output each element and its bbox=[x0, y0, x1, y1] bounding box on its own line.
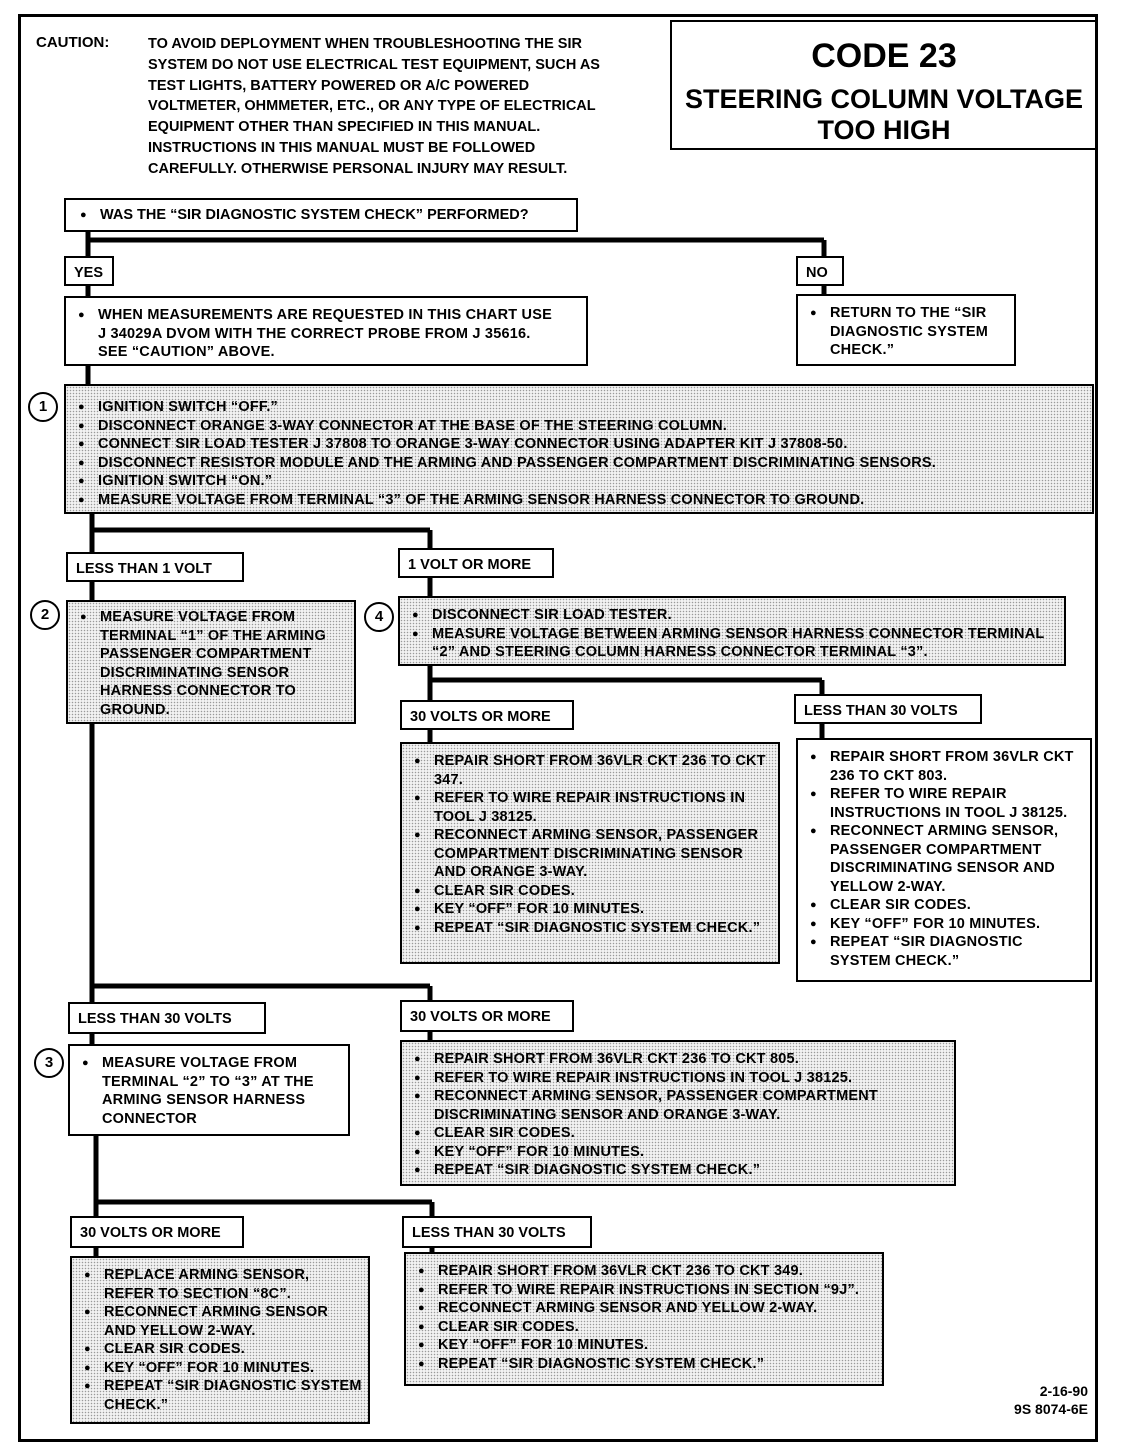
result-item: ● REPAIR SHORT FROM 36VLR CKT 236 TO CKT 805. bbox=[408, 1050, 948, 1069]
result-item: ● KEY “OFF” FOR 10 MINUTES. bbox=[408, 900, 772, 919]
result-item: ● REPEAT “SIR DIAGNOSTIC SYSTEM CHECK.” bbox=[408, 1161, 948, 1180]
step-4-box bbox=[398, 596, 1066, 666]
caution-line: SYSTEM DO NOT USE ELECTRICAL TEST EQUIPMENT, SUCH AS bbox=[148, 56, 600, 73]
step-3-item: ● MEASURE VOLTAGE FROM TERMINAL “2” TO “3” AT THE ARMING SENSOR HARNESS CONNECTOR bbox=[76, 1054, 342, 1128]
result-item: ● REPAIR SHORT FROM 36VLR CKT 236 TO CKT 349. bbox=[412, 1262, 876, 1281]
step-4-item: ● MEASURE VOLTAGE BETWEEN ARMING SENSOR HARNESS CONNECTOR TERMINAL “2” AND STEERING COLUMN HARNESS CONNECTOR TERMINAL “3”. bbox=[406, 625, 1058, 662]
branch-s2-less-than-30-volts: LESS THAN 30 VOLTS bbox=[68, 1002, 266, 1034]
branch-less-than-1-volt: LESS THAN 1 VOLT bbox=[66, 552, 244, 582]
result-item: ● RECONNECT ARMING SENSOR, PASSENGER COMPARTMENT DISCRIMINATING SENSOR AND ORANGE 3-WAY. bbox=[408, 826, 772, 882]
branch-s4-30-volts-or-more: 30 VOLTS OR MORE bbox=[400, 700, 574, 730]
start-question-box bbox=[64, 198, 578, 232]
caution-line: INSTRUCTIONS IN THIS MANUAL MUST BE FOLLOWED bbox=[148, 139, 536, 156]
step-1-item: ● IGNITION SWITCH “ON.” bbox=[72, 472, 1086, 491]
branch-s3-30-volts-or-more: 30 VOLTS OR MORE bbox=[70, 1216, 244, 1248]
step-2-box bbox=[66, 600, 356, 724]
yes-line: J 34029A DVOM WITH THE CORRECT PROBE FROM J 35616. bbox=[98, 325, 531, 342]
branch-s2-30-volts-or-more: 30 VOLTS OR MORE bbox=[400, 1000, 574, 1032]
no-line: DIAGNOSTIC SYSTEM bbox=[830, 323, 989, 340]
branch-yes: YES bbox=[64, 256, 114, 286]
caution-text bbox=[148, 34, 648, 180]
result-s2-high-box bbox=[400, 1040, 956, 1186]
footer-date: 2-16-90 bbox=[1039, 1383, 1088, 1399]
step-1-item: ● MEASURE VOLTAGE FROM TERMINAL “3” OF THE ARMING SENSOR HARNESS CONNECTOR TO GROUND. bbox=[72, 491, 1086, 510]
no-line: CHECK.” bbox=[830, 342, 895, 358]
result-s3-low-box bbox=[404, 1252, 884, 1386]
result-s4-high-box bbox=[400, 742, 780, 964]
step-1-item: ● IGNITION SWITCH “OFF.” bbox=[72, 398, 1086, 417]
result-s4-low-box bbox=[796, 738, 1092, 982]
result-item: ● CLEAR SIR CODES. bbox=[408, 1124, 948, 1143]
code-number: CODE 23 bbox=[811, 37, 957, 75]
result-item: ● REFER TO WIRE REPAIR INSTRUCTIONS IN SECTION “9J”. bbox=[412, 1281, 876, 1300]
step-2-item: ● MEASURE VOLTAGE FROM TERMINAL “1” OF THE ARMING PASSENGER COMPARTMENT DISCRIMINATING SENSOR HARNESS CONNECTOR TO GROUND. bbox=[74, 608, 348, 719]
title-line-2: TOO HIGH bbox=[817, 115, 951, 145]
step-number-4: 4 bbox=[364, 602, 394, 632]
step-3-box bbox=[68, 1044, 350, 1136]
result-item: ● REFER TO WIRE REPAIR INSTRUCTIONS IN TOOL J 38125. bbox=[408, 789, 772, 826]
step-number-2: 2 bbox=[30, 600, 60, 630]
caution-line: EQUIPMENT OTHER THAN SPECIFIED IN THIS MANUAL. bbox=[148, 119, 541, 136]
result-item: ● REPAIR SHORT FROM 36VLR CKT 236 TO CKT 803. bbox=[804, 748, 1084, 785]
result-item: ● RECONNECT ARMING SENSOR AND YELLOW 2-WAY. bbox=[412, 1299, 876, 1318]
step-1-box bbox=[64, 384, 1094, 514]
step-4-item: ● DISCONNECT SIR LOAD TESTER. bbox=[406, 606, 1058, 625]
caution-line: TEST LIGHTS, BATTERY POWERED OR A/C POWERED bbox=[148, 77, 530, 94]
result-item: ● REPEAT “SIR DIAGNOSTIC SYSTEM CHECK.” bbox=[408, 919, 772, 938]
result-item: ● RECONNECT ARMING SENSOR, PASSENGER COMPARTMENT DISCRIMINATING SENSOR AND ORANGE 3-WAY. bbox=[408, 1087, 948, 1124]
step-1-item: ● DISCONNECT RESISTOR MODULE AND THE ARMING AND PASSENGER COMPARTMENT DISCRIMINATING SENSORS. bbox=[72, 454, 1086, 473]
result-item: ● REFER TO WIRE REPAIR INSTRUCTIONS IN TOOL J 38125. bbox=[408, 1069, 948, 1088]
start-question: ● WAS THE “SIR DIAGNOSTIC SYSTEM CHECK” PERFORMED? bbox=[74, 206, 568, 224]
result-item: ● CLEAR SIR CODES. bbox=[804, 896, 1084, 915]
caution-line: CAREFULLY. OTHERWISE PERSONAL INJURY MAY RESULT. bbox=[148, 160, 568, 177]
step-1-item: ● DISCONNECT ORANGE 3-WAY CONNECTOR AT THE BASE OF THE STEERING COLUMN. bbox=[72, 417, 1086, 436]
result-item: ● REPEAT “SIR DIAGNOSTIC SYSTEM CHECK.” bbox=[804, 933, 1084, 970]
caution-line: VOLTMETER, OHMMETER, ETC., OR ANY TYPE OF ELECTRICAL bbox=[148, 98, 596, 115]
footer-reference bbox=[1014, 1382, 1088, 1418]
title-box bbox=[670, 20, 1098, 150]
caution-label: CAUTION: bbox=[36, 34, 110, 51]
yes-line: ● WHEN MEASUREMENTS ARE REQUESTED IN THIS CHART USE bbox=[98, 307, 552, 323]
yes-instructions-box bbox=[64, 296, 588, 366]
result-item: ● KEY “OFF” FOR 10 MINUTES. bbox=[78, 1359, 362, 1378]
branch-no: NO bbox=[796, 256, 844, 286]
result-item: ● REPEAT “SIR DIAGNOSTIC SYSTEM CHECK.” bbox=[78, 1377, 362, 1414]
step-number-3: 3 bbox=[34, 1048, 64, 1078]
result-item: ● KEY “OFF” FOR 10 MINUTES. bbox=[412, 1336, 876, 1355]
result-s3-high-box bbox=[70, 1256, 370, 1424]
step-number-1: 1 bbox=[28, 392, 58, 422]
branch-s4-less-than-30-volts: LESS THAN 30 VOLTS bbox=[794, 694, 982, 724]
title-line-1: STEERING COLUMN VOLTAGE bbox=[685, 84, 1083, 114]
footer-ref: 9S 8074-6E bbox=[1014, 1401, 1088, 1417]
result-item: ● REPAIR SHORT FROM 36VLR CKT 236 TO CKT 347. bbox=[408, 752, 772, 789]
yes-line: SEE “CAUTION” ABOVE. bbox=[98, 344, 275, 360]
result-item: ● REPLACE ARMING SENSOR, REFER TO SECTION “8C”. bbox=[78, 1266, 362, 1303]
caution-line: TO AVOID DEPLOYMENT WHEN TROUBLESHOOTING THE SIR bbox=[148, 36, 582, 52]
result-item: ● KEY “OFF” FOR 10 MINUTES. bbox=[408, 1143, 948, 1162]
result-item: ● RECONNECT ARMING SENSOR AND YELLOW 2-WAY. bbox=[78, 1303, 362, 1340]
result-item: ● CLEAR SIR CODES. bbox=[78, 1340, 362, 1359]
branch-1-volt-or-more: 1 VOLT OR MORE bbox=[398, 548, 554, 578]
step-1-item: ● CONNECT SIR LOAD TESTER J 37808 TO ORANGE 3-WAY CONNECTOR USING ADAPTER KIT J 37808-50. bbox=[72, 435, 1086, 454]
branch-s3-less-than-30-volts: LESS THAN 30 VOLTS bbox=[402, 1216, 592, 1248]
result-item: ● CLEAR SIR CODES. bbox=[412, 1318, 876, 1337]
result-item: ● KEY “OFF” FOR 10 MINUTES. bbox=[804, 915, 1084, 934]
result-item: ● RECONNECT ARMING SENSOR, PASSENGER COMPARTMENT DISCRIMINATING SENSOR AND YELLOW 2-WAY. bbox=[804, 822, 1084, 896]
result-item: ● CLEAR SIR CODES. bbox=[408, 882, 772, 901]
no-line: ● RETURN TO THE “SIR bbox=[830, 305, 987, 321]
result-item: ● REPEAT “SIR DIAGNOSTIC SYSTEM CHECK.” bbox=[412, 1355, 876, 1374]
result-item: ● REFER TO WIRE REPAIR INSTRUCTIONS IN TOOL J 38125. bbox=[804, 785, 1084, 822]
no-instructions-box bbox=[796, 294, 1016, 366]
